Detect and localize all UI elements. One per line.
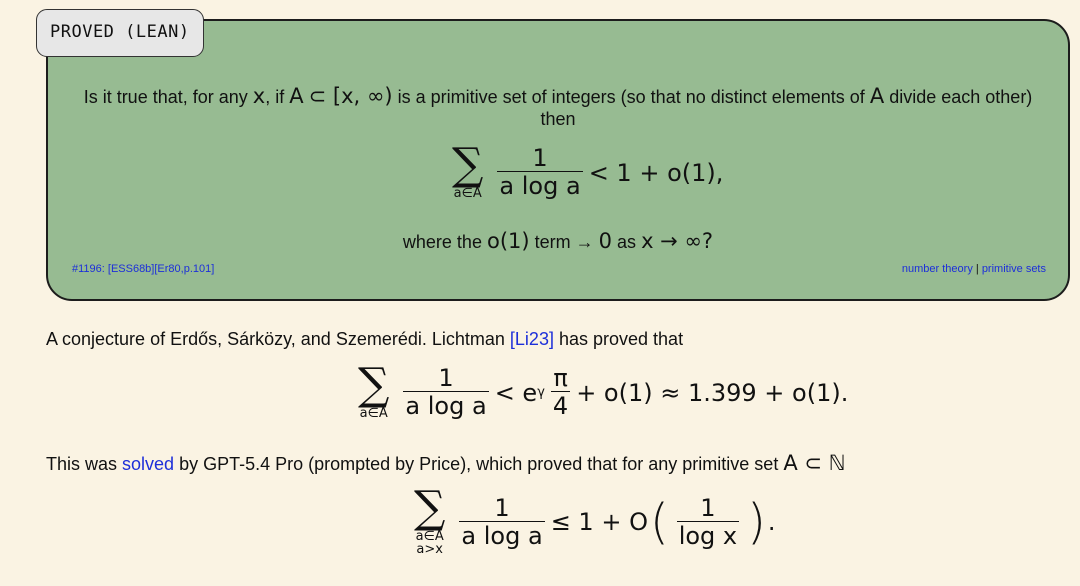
fraction: $\frac{1}{\text{a log a}}$ [405,364,487,420]
sigma-symbol: ∑ [414,482,446,533]
where-clause: where the o(1) term → 0 as x → ∞? [402,229,714,253]
gamma-exponent: γ [537,385,545,400]
summation [358,359,390,421]
tag-separator: | [972,263,982,275]
summation [414,482,446,557]
pi-over-4: $\frac{\pi}{4}$ [552,364,569,420]
equation-rhs: + o(1) ≈ 1.399 + o(1). [576,378,849,407]
sigma-symbol: ∑ [358,359,390,410]
tag-list [902,263,1046,275]
set-a: A [289,84,304,108]
sigma-symbol: ∑ [452,139,484,190]
problem-equation [452,139,724,201]
sum-subscript-2: a>x [416,542,443,557]
primitive-set-expr: A ⊂ ℕ [783,451,846,475]
lichtman-equation [358,359,849,421]
leq-big-o: ≤ 1 + O [550,508,648,536]
paragraph-solution: This was solved by GPT-5.4 Pro (prompted by Price), which proved that for any primitive set A ⊂ ℕ [46,451,846,475]
tag-number-theory[interactable]: number theory [901,263,973,275]
gpt-bound-equation [414,482,776,557]
equation-rhs: < 1 + o(1), [588,158,724,187]
problem-if: , if [265,87,285,107]
summation [452,139,484,201]
problem-reference-link[interactable]: #1196: [ESS68b][Er80,p.101] [72,263,215,275]
fraction-denominator: a log a [499,172,581,200]
inner-fraction: $\frac{1}{\text{log x}}$ [678,493,738,550]
subset-expr: ⊂ [x, ∞) [308,84,393,108]
fraction-numerator: 1 [532,144,548,172]
period: . [767,508,776,536]
li23-reference-link[interactable]: [Li23] [509,329,554,349]
sum-subscript-1: a∈A [415,529,444,544]
problem-intro: Is it true that, for any [83,87,248,107]
left-paren: ( [649,494,669,550]
sum-subscript: a∈A [359,406,388,421]
var-x: x [252,84,266,108]
less-than-e: < e [494,378,538,407]
problem-card [46,19,1070,301]
fraction [497,145,582,200]
sum-subscript: a∈A [453,186,482,201]
set-a-2: A [869,84,885,108]
solved-link[interactable]: solved [122,454,175,474]
problem-middle: is a primitive set of integers (so that no distinct elements of [397,87,865,107]
problem-statement [78,85,1038,130]
fraction: $\frac{1}{\text{a log a}}$ [461,493,543,550]
paragraph-conjecture: A conjecture of Erdős, Sárközy, and Szemerédi. Lichtman [Li23] has proved that [46,329,684,349]
tag-primitive-sets[interactable]: primitive sets [981,263,1046,275]
status-badge: PROVED (LEAN) [36,9,204,57]
problem-end: divide each other) then [540,87,1033,129]
right-paren: ) [747,494,766,550]
